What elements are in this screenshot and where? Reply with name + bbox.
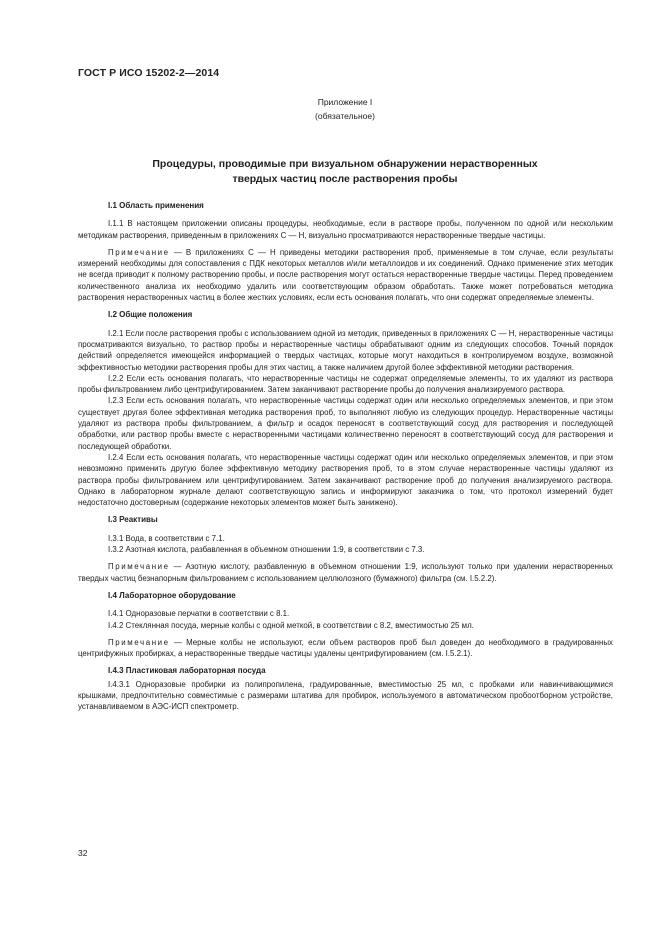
section-heading-general: I.2 Общие положения xyxy=(108,310,193,320)
annex-label: Приложение I xyxy=(317,97,373,107)
note-paragraph xyxy=(78,561,613,584)
standard-header: ГОСТ Р ИСО 15202-2—2014 xyxy=(78,67,220,79)
note-lead: Примечание xyxy=(108,562,170,572)
annex-status: (обязательное) xyxy=(315,111,375,121)
paragraph: I.2.4 Если есть основания полагать, что нерастворенные частицы содержат один или несколько определяемых элементов, и при этом невозможно применить другую более эффективную методику растворения проб, то в этом случае нерастворенные частицы удаляют из раствора пробы фильтрованием или центрифугированием. Затем заканчивают растворение проб до получения анализируемого раствора. Однако в лабораторном журнале делают соответствующую запись и информируют заказчика о том, что протокол измерений будет недостаточно достоверным (содержание некоторых элементов может быть занижено). xyxy=(78,452,613,508)
section-heading-scope: I.1 Область применения xyxy=(108,201,204,210)
note-paragraph xyxy=(78,637,613,660)
paragraph: I.2.1 Если после растворения пробы с использованием одной из методик, приведенных в приложениях С — Н, нерастворенные частицы просматриваются визуально, то раствор пробы и нерастворенные частицы обрабатывают одним из следующих способов. Точный порядок действий определяется имеющейся информацией о твердых частицах, которые могут находиться в контролируемом воздухе, возможной эффективностью методики растворения пробы для этих частиц, а также наличием другой более эффективной методики растворения. xyxy=(78,328,613,372)
annex-label-block xyxy=(78,95,612,123)
section-heading-reagents: I.3 Реактивы xyxy=(108,515,158,525)
paragraph: I.4.2 Стеклянная посуда, мерные колбы с одной меткой, в соответствии с 8.2, вместимостью 25 мл. xyxy=(108,620,474,630)
annex-title xyxy=(78,157,612,187)
section-heading-plasticware: I.4.3 Пластиковая лабораторная посуда xyxy=(108,666,266,676)
annex-title-line-1: Процедуры, проводимые при визуальном обнаружении нерастворенных xyxy=(152,158,538,170)
paragraph: I.3.2 Азотная кислота, разбавленная в объемном отношении 1:9, в соответствии с 7.3. xyxy=(108,545,425,555)
note-paragraph xyxy=(78,247,613,303)
paragraph: I.2.2 Если есть основания полагать, что нерастворенные частицы не содержат определяемые элементы, то их удаляют из раствора пробы фильтрованием либо центрифугированием. Затем заканчивают растворение пробы до получения анализируемого раствора. xyxy=(78,373,613,395)
note-lead: Примечание xyxy=(108,637,170,647)
annex-title-line-2: твердых частиц после растворения пробы xyxy=(232,173,458,185)
paragraph: I.1.1 В настоящем приложении описаны процедуры, необходимые, если в растворе пробы, полученном по одной или нескольким методикам растворения, приведенным в приложениях С — Н, визуально просматриваются нерастворенные твердые частицы. xyxy=(78,219,613,240)
document-body xyxy=(78,200,613,713)
note-text: — В приложениях С — Н приведены методики растворения проб, применяемые в том случае, если результаты измерений необходимы для сопоставления с ПДК некоторых металлов и/или металлоидов и их соединений. Однако применение этих методик не всегда приводит к полному растворению пробы, и после растворения могут остаться нерастворенные твердые частицы. Перед проведением количественного анализа их необходимо удалить или соответствующим образом обработать. Также может потребоваться методика растворения нерастворенных частиц в более жестких условиях, если есть основания полагать, что они содержат определяемые элементы. xyxy=(78,247,613,303)
paragraph: I.2.3 Если есть основания полагать, что нерастворенные частицы содержат один или несколько определяемых элементов, и при этом существует другая более эффективная методика растворения проб, то выполняют любую из следующих процедур. Нерастворенные частицы удаляют из раствора пробы фильтрованием, а фильтр и осадок переносят в соответствующий сосуд для растворения и последующей обработки, или раствор пробы вместе с нерастворенными частицами количественно переносят в соответствующий сосуд для растворения и последующей обработки. xyxy=(78,396,613,451)
note-text: — Азотную кислоту, разбавленную в объемном отношении 1:9, используют только при удалении нерастворенных твердых частиц безнапорным фильтрованием с использованием целлюлозного (бумажного) фильтра (см. I.5.2.2). xyxy=(78,562,613,583)
note-text: — Мерные колбы не используют, если объем растворов проб был доведен до необходимого в градуированных центрифужных пробирках, а нерастворенные твердые частицы удалены центрифугированием (см. I.5.2.1). xyxy=(78,637,613,659)
paragraph: I.3.1 Вода, в соответствии с 7.1. xyxy=(108,533,225,543)
section-heading-equipment: I.4 Лабораторное оборудование xyxy=(108,590,236,600)
paragraph: I.4.3.1 Одноразовые пробирки из полипропилена, градуированные, вместимостью 25 мл, с пробками или навинчивающимися крышками, предпочтительно совместимые с размерами штатива для пробирок, используемого в автоматическом пробоотборном устройстве, устанавливаемом в АЭС-ИСП спектрометр. xyxy=(78,679,613,712)
page-number: 32 xyxy=(78,848,88,858)
note-lead: Примечание xyxy=(108,247,170,257)
paragraph: I.4.1 Одноразовые перчатки в соответствии с 8.1. xyxy=(108,609,290,619)
